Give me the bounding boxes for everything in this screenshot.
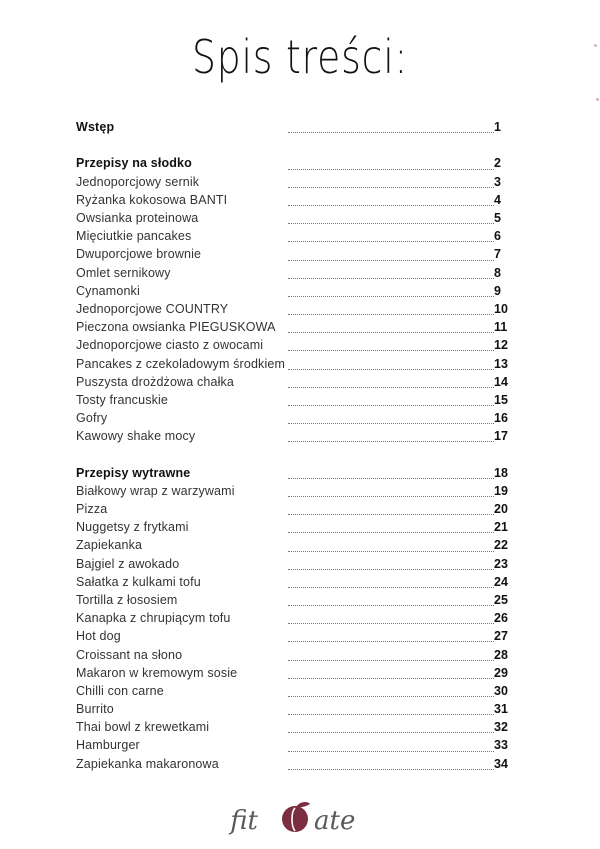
dot-leader [288,169,494,170]
toc-entry-label: Nuggetsy z frytkami [76,520,189,535]
toc-entry-label: Tosty francuskie [76,392,169,407]
dot-leader [288,623,494,624]
toc-entry[interactable] [76,700,508,718]
toc-entry[interactable] [76,318,508,336]
toc-entry[interactable] [76,518,508,536]
toc-entry[interactable] [76,409,508,427]
dot-leader [288,405,494,406]
dot-leader [288,369,494,370]
toc-entry-label: Gofry [76,411,108,426]
dot-leader [288,587,494,588]
toc-page-number: 20 [494,502,508,517]
dot-leader [288,641,494,642]
toc-entry[interactable] [76,591,508,609]
toc-entry-label: Wstęp [76,120,115,135]
toc-entry-label: Thai bowl z krewetkami [76,720,210,735]
toc-entry-label: Jednoporcjowe ciasto z owocami [76,338,264,353]
dot-leader [288,296,494,297]
toc-page-number: 9 [494,283,501,298]
dot-leader [288,496,494,497]
toc-entry[interactable] [76,573,508,591]
toc-page-number: 33 [494,738,508,753]
toc-entry[interactable] [76,191,508,209]
toc-section-label: Przepisy na słodko [76,156,192,171]
toc-entry-label: Pizza [76,502,108,517]
toc-entry-label: Ryżanka kokosowa BANTI [76,192,228,207]
toc-page-number: 1 [494,120,501,135]
dot-leader [288,441,494,442]
toc-page-number: 15 [494,392,508,407]
toc-page-number: 16 [494,411,508,426]
toc-page-number: 13 [494,356,508,371]
toc-page-number: 10 [494,301,508,316]
dot-leader [288,423,494,424]
dot-leader [288,205,494,206]
toc-entry-label: Pieczona owsianka PIEGUSKOWA [76,320,276,335]
dot-leader [288,478,494,479]
toc-entry-label: Białkowy wrap z warzywami [76,483,235,498]
toc-entry-intro[interactable] [76,118,508,136]
dot-leader [288,751,494,752]
toc-entry[interactable] [76,227,508,245]
toc-page-number: 8 [494,265,501,280]
toc-entry[interactable] [76,427,508,445]
toc-entry-label: Kanapka z chrupiącym tofu [76,611,231,626]
brand-logo-left: fit [230,806,258,836]
toc-page-number: 19 [494,483,508,498]
toc-entry[interactable] [76,282,508,300]
toc-page-number: 11 [494,320,508,335]
dot-leader [288,605,494,606]
dot-leader [288,769,494,770]
dot-leader [288,223,494,224]
toc-entry[interactable] [76,209,508,227]
toc-page-number: 12 [494,338,508,353]
toc-entry[interactable] [76,736,508,754]
toc-page-number: 32 [494,720,508,735]
brand-logo-right: ate [314,806,356,836]
dot-leader [288,569,494,570]
toc-page-number: 3 [494,174,501,189]
dot-leader [288,660,494,661]
dot-leader [288,314,494,315]
toc-entry-label: Cynamonki [76,283,140,298]
toc-entry-label: Kawowy shake mocy [76,429,196,444]
toc-entry[interactable] [76,755,508,773]
dot-leader [288,514,494,515]
toc-entry-label: Pancakes z czekoladowym środkiem [76,356,286,371]
toc-page-number: 25 [494,592,508,607]
toc-entry-label: Jednoporcjowy sernik [76,174,200,189]
toc-page-number: 21 [494,520,508,535]
toc-entry-label: Jednoporcjowe COUNTRY [76,301,229,316]
toc-entry[interactable] [76,500,508,518]
dot-leader [288,241,494,242]
toc-entry[interactable] [76,536,508,554]
dot-leader [288,714,494,715]
toc-page-number: 6 [494,229,501,244]
toc-entry[interactable] [76,645,508,663]
brand-logo [0,798,600,838]
toc-page-number: 30 [494,683,508,698]
dot-leader [288,187,494,188]
dot-leader [288,278,494,279]
toc-entry-label: Zapiekanka makaronowa [76,756,219,771]
toc-entry[interactable] [76,482,508,500]
toc-entry[interactable] [76,354,508,372]
toc-section-label: Przepisy wytrawne [76,465,191,480]
toc-entry[interactable] [76,300,508,318]
toc-section-sweet[interactable] [76,154,508,172]
toc-page-number: 14 [494,374,508,389]
toc-entry-label: Bajgiel z awokado [76,556,180,571]
toc-entry[interactable] [76,682,508,700]
toc-entry-label: Omlet sernikowy [76,265,171,280]
toc-entry[interactable] [76,391,508,409]
toc-page-number: 4 [494,192,501,207]
table-of-contents [76,118,508,773]
dot-leader [288,696,494,697]
dot-leader [288,132,494,133]
brand-logo-graphic [0,798,600,838]
toc-page-number: 26 [494,611,508,626]
toc-entry[interactable] [76,264,508,282]
toc-page-number: 7 [494,247,501,262]
toc-page-number: 27 [494,629,508,644]
toc-entry-label: Burrito [76,702,114,717]
toc-page-number: 22 [494,538,508,553]
toc-entry-label: Croissant na słono [76,647,183,662]
toc-entry-label: Owsianka proteinowa [76,211,199,226]
toc-entry[interactable] [76,627,508,645]
toc-page-number: 24 [494,574,508,589]
toc-entry-label: Chilli con carne [76,683,164,698]
toc-page-number: 34 [494,756,508,771]
dot-leader [288,551,494,552]
toc-entry-label: Hot dog [76,629,121,644]
toc-entry-label: Mięciutkie pancakes [76,229,192,244]
dot-leader [288,332,494,333]
toc-entry[interactable] [76,718,508,736]
toc-entry[interactable] [76,609,508,627]
toc-entry[interactable] [76,336,508,354]
dot-leader [288,387,494,388]
toc-entry[interactable] [76,245,508,263]
decorative-dot [596,98,599,101]
toc-entry-label: Makaron w kremowym sosie [76,665,238,680]
savory-recipes-list [76,482,508,773]
dot-leader [288,678,494,679]
dot-leader [288,260,494,261]
dot-leader [288,532,494,533]
dot-leader [288,350,494,351]
toc-entry[interactable] [76,664,508,682]
toc-page-number: 31 [494,702,508,717]
toc-page-number: 28 [494,647,508,662]
toc-page-number: 29 [494,665,508,680]
toc-page-number: 5 [494,211,501,226]
peach-icon [282,802,310,832]
toc-entry-label: Zapiekanka [76,538,143,553]
toc-section-savory[interactable] [76,464,508,482]
toc-page-number: 23 [494,556,508,571]
toc-page-number: 18 [494,465,508,480]
dot-leader [288,732,494,733]
toc-entry-label: Hamburger [76,738,140,753]
toc-entry-label: Tortilla z łososiem [76,592,178,607]
toc-entry[interactable] [76,373,508,391]
decorative-dot [594,44,597,47]
toc-entry-label: Sałatka z kulkami tofu [76,574,201,589]
toc-entry[interactable] [76,173,508,191]
toc-entry-label: Puszysta drożdżowa chałka [76,374,234,389]
toc-entry-label: Dwuporcjowe brownie [76,247,202,262]
sweet-recipes-list [76,173,508,446]
toc-entry[interactable] [76,555,508,573]
page-title: Spis treści: [191,30,409,84]
toc-page-number: 2 [494,156,501,171]
toc-page-number: 17 [494,429,508,444]
